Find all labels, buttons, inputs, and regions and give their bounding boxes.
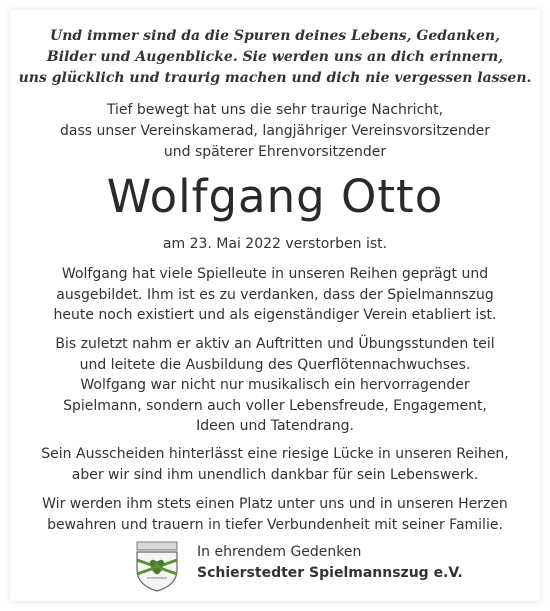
quote-line: Und immer sind da die Spuren deines Lebens, Gedanken, bbox=[50, 28, 500, 44]
announcement-intro bbox=[0, 100, 550, 163]
signature-block bbox=[131, 540, 463, 594]
intro-line: dass unser Vereinskamerad, langjähriger Vereinsvorsitzender bbox=[60, 123, 490, 139]
tribute-line: Wolfgang war nicht nur musikalisch ein hervorragender bbox=[80, 377, 470, 393]
quote-line: Bilder und Augenblicke. Sie werden uns an dich erinnern, bbox=[46, 49, 504, 65]
tribute-paragraph bbox=[0, 494, 550, 535]
tribute-line: Spielmann, sondern auch voller Lebensfreude, Engagement, bbox=[63, 397, 487, 414]
tribute-line: heute noch existiert und als eigenständiger Verein etabliert ist. bbox=[53, 307, 497, 323]
tribute-paragraph bbox=[0, 444, 550, 485]
tribute-line: ausgebildet. Ihm ist es zu verdanken, dass der Spielmannszug bbox=[56, 286, 494, 303]
tribute-paragraph bbox=[0, 334, 550, 437]
tribute-paragraph bbox=[0, 264, 550, 326]
tribute-line: Wir werden ihm stets einen Platz unter uns und in unseren Herzen bbox=[42, 496, 508, 512]
tribute-line: und leitete die Ausbildung des Querflötennachwuchses. bbox=[79, 356, 471, 373]
tribute-line: bewahren und trauern in tiefer Verbundenheit mit seiner Familie. bbox=[47, 516, 503, 533]
tribute-line: Ideen und Tatendrang. bbox=[196, 418, 354, 434]
quote-line: uns glücklich und traurig machen und dich nie vergessen lassen. bbox=[18, 70, 532, 86]
tribute-line: Bis zuletzt nahm er aktiv an Auftritten und Übungsstunden teil bbox=[55, 336, 495, 352]
intro-line: Tief bewegt hat uns die sehr traurige Nachricht, bbox=[106, 102, 444, 118]
intro-line: und späterer Ehrenvorsitzender bbox=[163, 144, 387, 160]
signature-text bbox=[197, 542, 463, 584]
deceased-name: Wolfgang Otto bbox=[106, 170, 444, 223]
signature-line: In ehrendem Gedenken bbox=[197, 544, 362, 560]
signature-organization: Schierstedter Spielmannszug e.V. bbox=[197, 565, 463, 581]
tribute-line: Sein Ausscheiden hinterlässt eine riesige Lücke in unseren Reihen, bbox=[41, 446, 509, 462]
club-crest-icon bbox=[131, 540, 183, 592]
tribute-line: Wolfgang hat viele Spielleute in unseren Reihen geprägt und bbox=[61, 266, 489, 282]
death-date: am 23. Mai 2022 verstorben ist. bbox=[162, 236, 388, 252]
tribute-line: aber wir sind ihm unendlich dankbar für sein Lebenswerk. bbox=[71, 466, 479, 483]
memorial-quote bbox=[0, 26, 550, 89]
